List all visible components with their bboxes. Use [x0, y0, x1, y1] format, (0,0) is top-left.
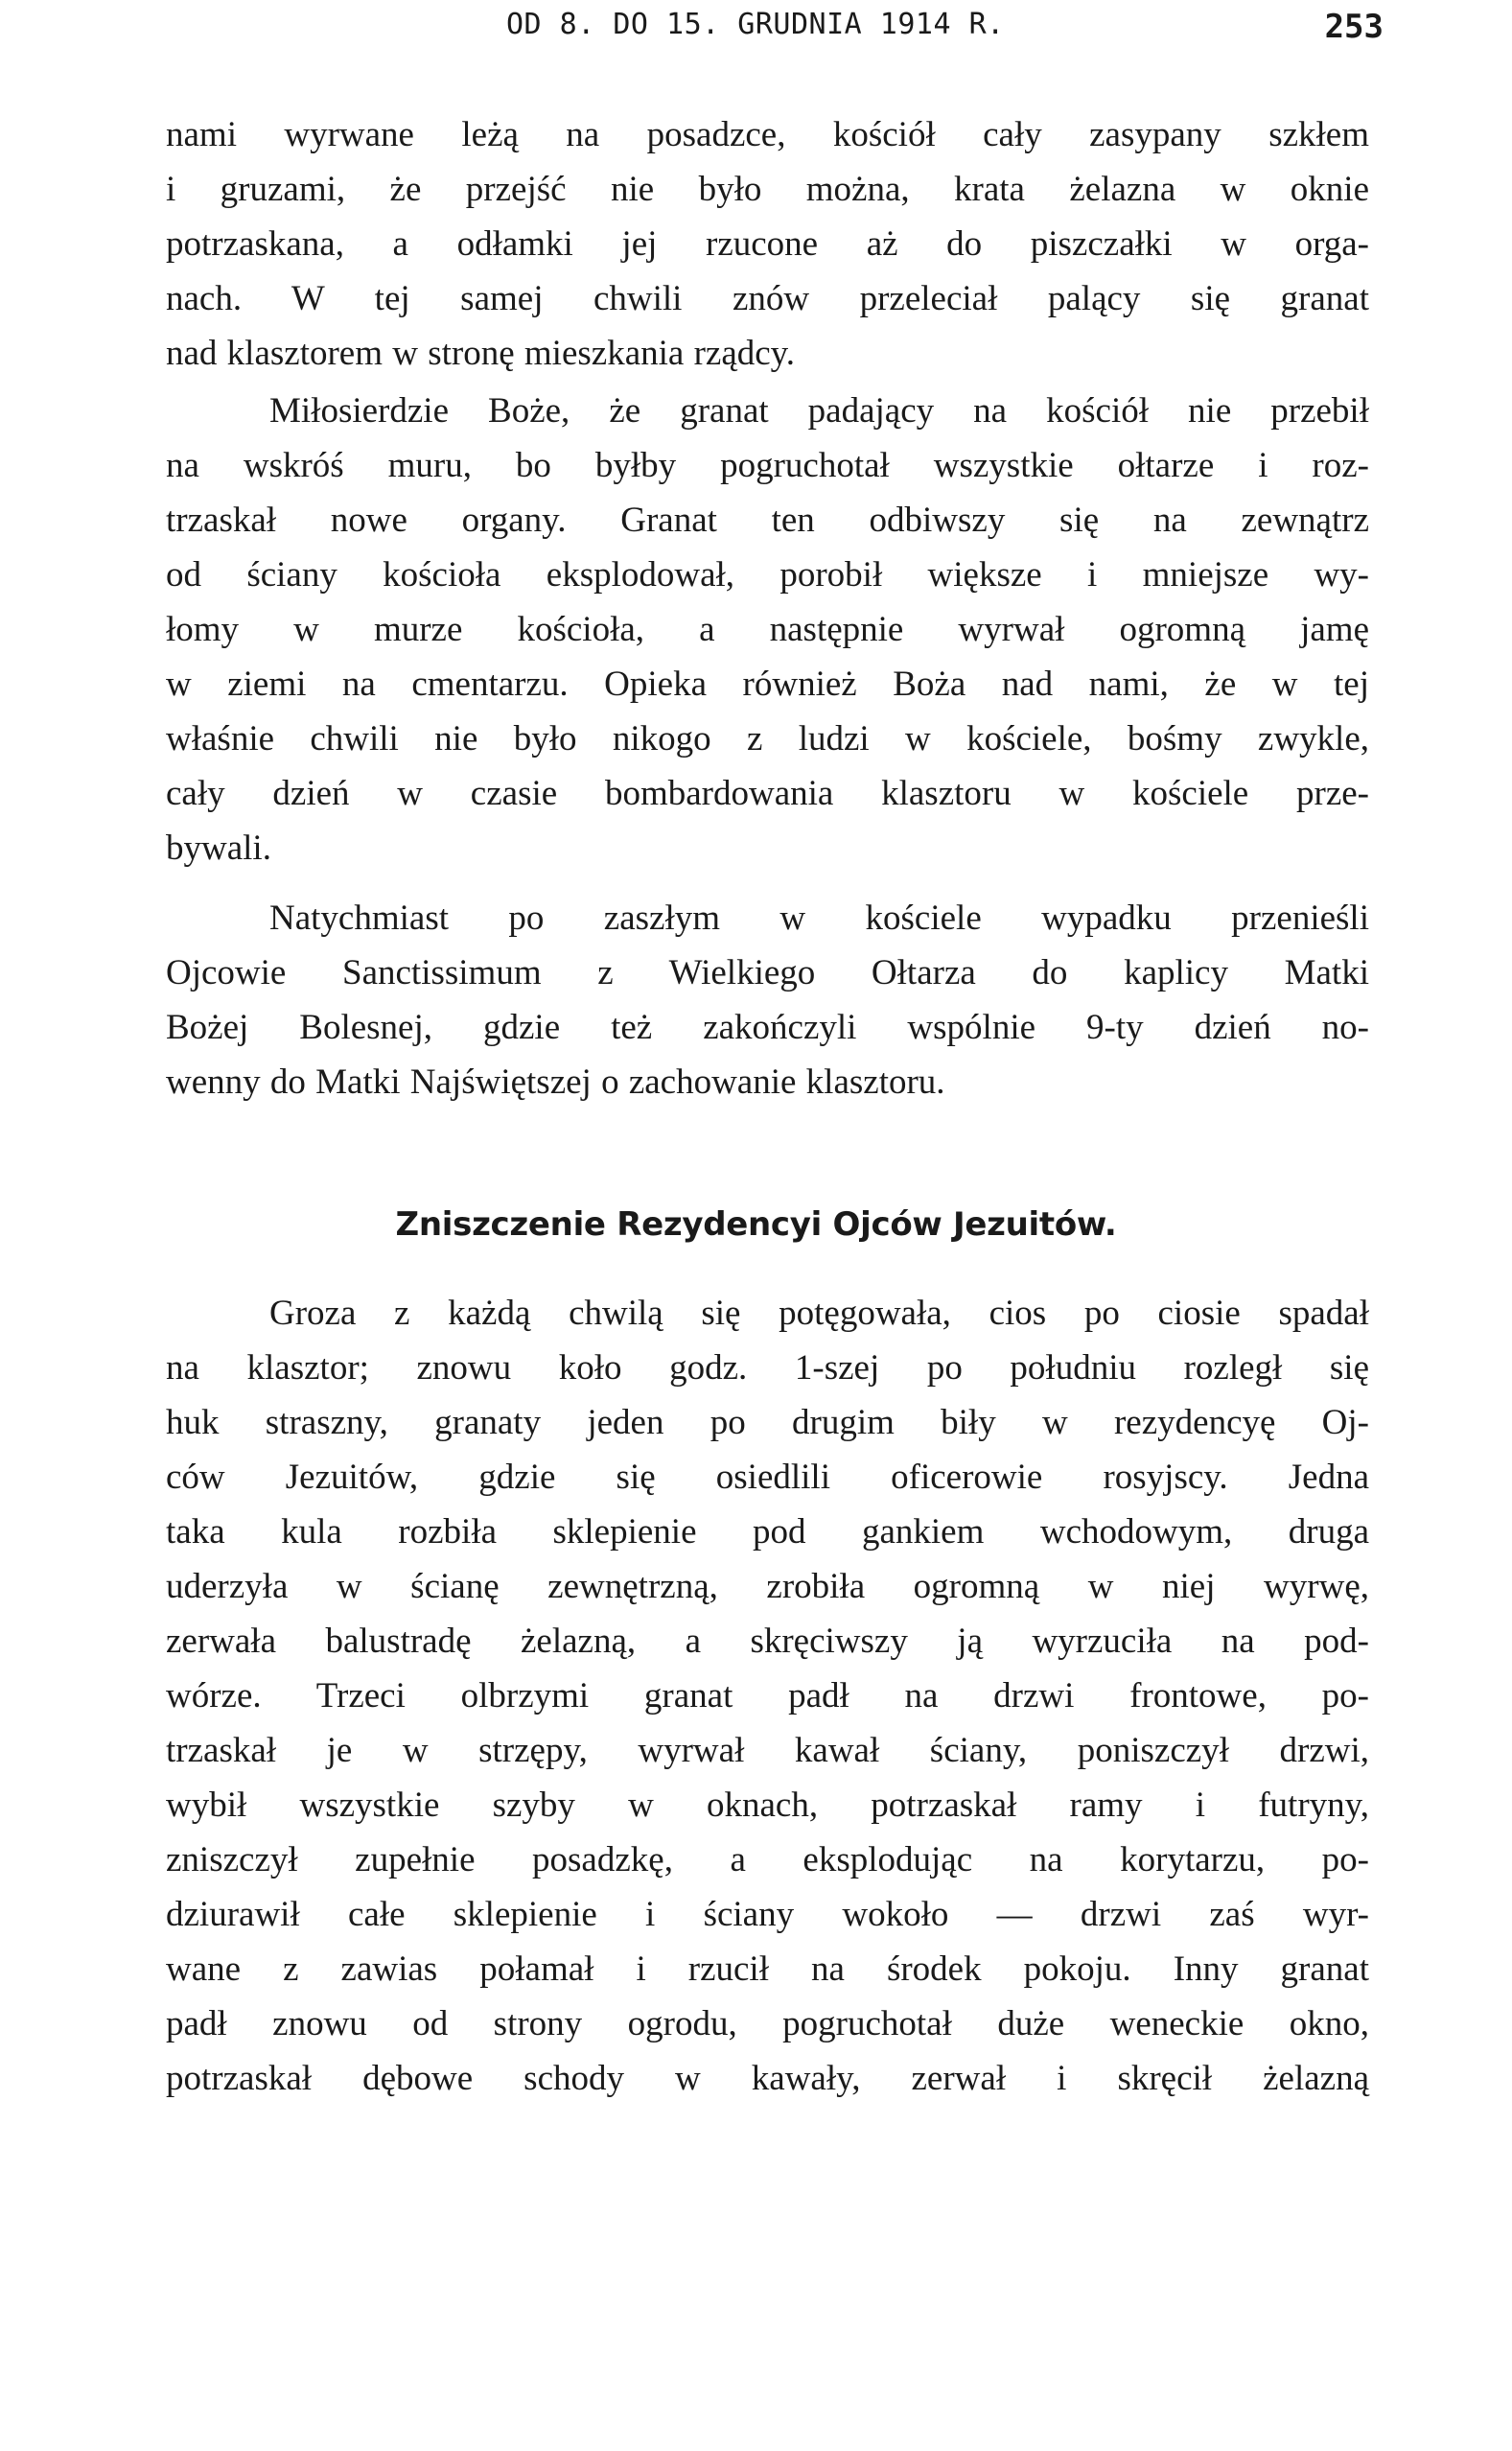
text-line: cały dzień w czasie bombardowania klasztoru w kościele prze- — [166, 774, 1369, 813]
text-line: zerwała balustradę żelazną, a skręciwszy ją wyrzuciła na pod- — [166, 1622, 1369, 1661]
paragraph-2 — [166, 384, 1369, 875]
text-line: Ojcowie Sanctissimum z Wielkiego Ołtarza do kaplicy Matki — [166, 953, 1369, 992]
text-line: zniszczył zupełnie posadzkę, a eksplodując na korytarzu, po- — [166, 1840, 1369, 1879]
running-head — [0, 8, 1512, 56]
text-line: nad klasztorem w stronę mieszkania rządcy. — [166, 334, 796, 373]
text-line: w ziemi na cmentarzu. Opieka również Boża nad nami, że w tej — [166, 665, 1369, 704]
paragraph-4 — [166, 1286, 1369, 2106]
paragraph-3 — [166, 891, 1369, 1109]
text-line: Groza z każdą chwilą się potęgowała, cios po ciosie spadał — [269, 1294, 1369, 1333]
text-line: padł znowu od strony ogrodu, pogruchotał duże weneckie okno, — [166, 2004, 1369, 2043]
text-line: trzaskał nowe organy. Granat ten odbiwszy się na zewnątrz — [166, 501, 1369, 540]
text-line: Bożej Bolesnej, gdzie też zakończyli wspólnie 9-ty dzień no- — [166, 1008, 1369, 1047]
text-line: wenny do Matki Najświętszej o zachowanie klasztoru. — [166, 1062, 945, 1102]
text-line: ców Jezuitów, gdzie się osiedlili oficerowie rosyjscy. Jedna — [166, 1458, 1369, 1497]
text-line: wane z zawias połamał i rzucił na środek pokoju. Inny granat — [166, 1949, 1369, 1989]
text-line: taka kula rozbiła sklepienie pod gankiem wchodowym, druga — [166, 1512, 1369, 1552]
running-head-title: OD 8. DO 15. GRUDNIA 1914 R. — [506, 8, 1005, 41]
text-line: Miłosierdzie Boże, że granat padający na kościół nie przebił — [269, 391, 1369, 431]
page-number: 253 — [1324, 8, 1384, 46]
text-line: nami wyrwane leżą na posadzce, kościół cały zasypany szkłem — [166, 115, 1369, 154]
text-line: huk straszny, granaty jeden po drugim biły w rezydencyę Oj- — [166, 1403, 1369, 1442]
text-line: wybił wszystkie szyby w oknach, potrzaskał ramy i futryny, — [166, 1786, 1369, 1825]
text-line: łomy w murze kościoła, a następnie wyrwał ogromną jamę — [166, 610, 1369, 649]
paragraph-1 — [166, 107, 1369, 381]
text-line: właśnie chwili nie było nikogo z ludzi w kościele, bośmy zwykle, — [166, 719, 1369, 759]
section-heading: Zniszczenie Rezydencyi Ojców Jezuitów. — [395, 1205, 1117, 1244]
text-line: na wskróś muru, bo byłby pogruchotał wszystkie ołtarze i roz- — [166, 446, 1369, 485]
text-line: uderzyła w ścianę zewnętrzną, zrobiła ogromną w niej wyrwę, — [166, 1567, 1369, 1606]
text-line: potrzaskał dębowe schody w kawały, zerwał i skręcił żelazną — [166, 2059, 1369, 2098]
text-line: i gruzami, że przejść nie było można, krata żelazna w oknie — [166, 170, 1369, 209]
text-line: od ściany kościoła eksplodował, porobił większe i mniejsze wy- — [166, 555, 1369, 595]
text-line: na klasztor; znowu koło godz. 1-szej po południu rozległ się — [166, 1348, 1369, 1388]
text-line: Natychmiast po zaszłym w kościele wypadku przenieśli — [269, 899, 1369, 938]
text-line: bywali. — [166, 829, 271, 868]
text-line: wórze. Trzeci olbrzymi granat padł na drzwi frontowe, po- — [166, 1676, 1369, 1716]
text-line: trzaskał je w strzępy, wyrwał kawał ściany, poniszczył drzwi, — [166, 1731, 1369, 1770]
text-line: dziurawił całe sklepienie i ściany wokoło — drzwi zaś wyr- — [166, 1895, 1369, 1934]
text-line: potrzaskana, a odłamki jej rzucone aż do piszczałki w orga- — [166, 224, 1369, 264]
text-line: nach. W tej samej chwili znów przeleciał palący się granat — [166, 279, 1369, 318]
